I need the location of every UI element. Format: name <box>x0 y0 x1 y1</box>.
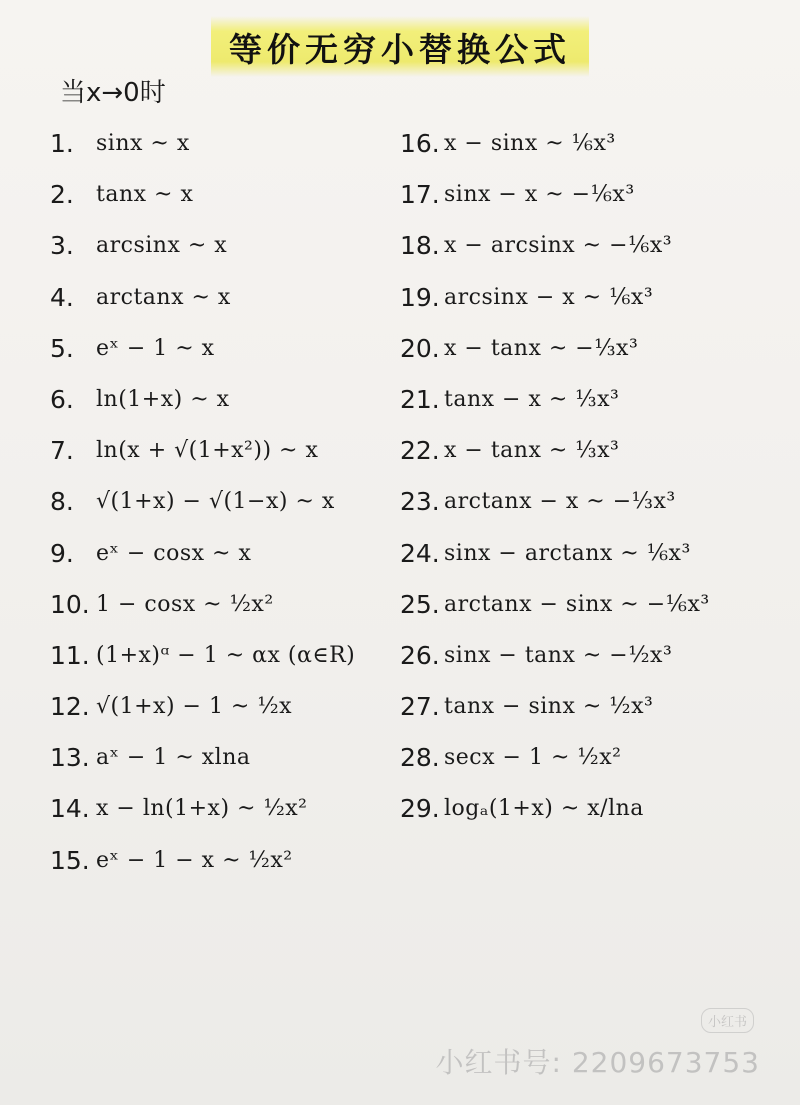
formula-text: √(1+x) − √(1−x) ~ x <box>96 489 335 515</box>
formula-number: 11. <box>50 640 90 670</box>
formula-number: 29. <box>400 794 440 824</box>
formula-text: tanx − x ~ ⅓x³ <box>444 386 620 412</box>
formula-item <box>50 783 390 834</box>
formula-column-right <box>400 118 740 835</box>
formula-item <box>50 630 390 681</box>
formula-text: tanx ~ x <box>96 182 194 208</box>
formula-number: 21. <box>400 384 440 414</box>
formula-number: 13. <box>50 743 90 773</box>
formula-text: ln(1+x) ~ x <box>96 386 230 412</box>
watermark-logo: 小红书 <box>701 1008 754 1033</box>
formula-text: √(1+x) − 1 ~ ½x <box>96 694 293 720</box>
formula-item <box>400 374 740 425</box>
formula-item <box>400 681 740 732</box>
formula-number: 5. <box>50 333 74 363</box>
formula-item <box>400 732 740 783</box>
formula-text: sinx − tanx ~ −½x³ <box>444 642 673 668</box>
formula-text: arctanx − x ~ −⅓x³ <box>444 489 676 515</box>
formula-number: 3. <box>50 231 74 261</box>
formula-item <box>50 681 390 732</box>
formula-item <box>400 630 740 681</box>
formula-item <box>50 323 390 374</box>
formula-text: ln(x + √(1+x²)) ~ x <box>96 438 319 464</box>
page-title: 等价无穷小替换公式 <box>211 16 589 77</box>
condition-text: 当x→0时 <box>60 78 166 108</box>
formula-item <box>400 118 740 169</box>
formula-text: eˣ − cosx ~ x <box>96 540 252 566</box>
formula-number: 17. <box>400 180 440 210</box>
formula-text: sinx − x ~ −⅙x³ <box>444 182 635 208</box>
formula-item <box>50 732 390 783</box>
formula-text: x − arcsinx ~ −⅙x³ <box>444 233 673 259</box>
formula-item <box>400 528 740 579</box>
formula-item <box>50 528 390 579</box>
formula-item <box>50 220 390 271</box>
formula-number: 19. <box>400 282 440 312</box>
formula-text: x − sinx ~ ⅙x³ <box>444 131 616 156</box>
formula-text: sinx − arctanx ~ ⅙x³ <box>444 540 691 566</box>
formula-text: tanx − sinx ~ ½x³ <box>444 694 654 720</box>
formula-item <box>400 272 740 323</box>
formula-number: 9. <box>50 538 74 568</box>
formula-number: 16. <box>400 129 440 158</box>
formula-item <box>400 323 740 374</box>
formula-number: 18. <box>400 231 440 261</box>
formula-text: sinx ~ x <box>96 131 190 156</box>
formula-text: arctanx − sinx ~ −⅙x³ <box>444 591 710 617</box>
formula-item <box>50 169 390 220</box>
formula-item <box>400 579 740 630</box>
formula-number: 7. <box>50 436 74 466</box>
formula-item <box>50 374 390 425</box>
formula-text: secx − 1 ~ ½x² <box>444 745 622 771</box>
formula-number: 25. <box>400 589 440 619</box>
formula-item <box>50 579 390 630</box>
formula-number: 24. <box>400 538 440 568</box>
formula-column-left <box>50 118 390 886</box>
formula-number: 8. <box>50 487 74 517</box>
formula-item <box>400 220 740 271</box>
formula-item <box>400 169 740 220</box>
formula-number: 20. <box>400 333 440 363</box>
formula-number: 1. <box>50 129 74 158</box>
formula-item <box>50 118 390 169</box>
formula-item <box>400 476 740 527</box>
formula-text: (1+x)ᵅ − 1 ~ αx (α∈R) <box>96 642 356 668</box>
formula-text: eˣ − 1 ~ x <box>96 335 215 361</box>
formula-item <box>50 425 390 476</box>
formula-item <box>400 425 740 476</box>
formula-number: 2. <box>50 180 74 210</box>
formula-text: x − ln(1+x) ~ ½x² <box>96 796 308 822</box>
watermark-text: 小红书号: 2209673753 <box>435 1046 760 1079</box>
formula-text: 1 − cosx ~ ½x² <box>96 591 274 617</box>
formula-number: 14. <box>50 794 90 824</box>
formula-item <box>50 835 390 886</box>
formula-text: aˣ − 1 ~ xlna <box>96 745 251 771</box>
formula-number: 6. <box>50 384 74 414</box>
formula-text: arctanx ~ x <box>96 284 231 310</box>
formula-number: 27. <box>400 692 440 722</box>
formula-item <box>50 476 390 527</box>
formula-number: 12. <box>50 692 90 722</box>
formula-number: 26. <box>400 640 440 670</box>
formula-item <box>400 783 740 834</box>
formula-text: arcsinx − x ~ ⅙x³ <box>444 284 654 310</box>
formula-text: x − tanx ~ ⅓x³ <box>444 438 620 464</box>
formula-number: 22. <box>400 436 440 466</box>
formula-number: 10. <box>50 589 90 619</box>
formula-text: x − tanx ~ −⅓x³ <box>444 335 639 361</box>
formula-text: logₐ(1+x) ~ x/lna <box>444 796 644 822</box>
formula-number: 15. <box>50 845 90 875</box>
formula-text: arcsinx ~ x <box>96 233 228 259</box>
formula-number: 4. <box>50 282 74 312</box>
formula-item <box>50 272 390 323</box>
formula-number: 28. <box>400 743 440 773</box>
title-wrap <box>0 16 800 77</box>
formula-number: 23. <box>400 487 440 517</box>
formula-text: eˣ − 1 − x ~ ½x² <box>96 847 293 873</box>
